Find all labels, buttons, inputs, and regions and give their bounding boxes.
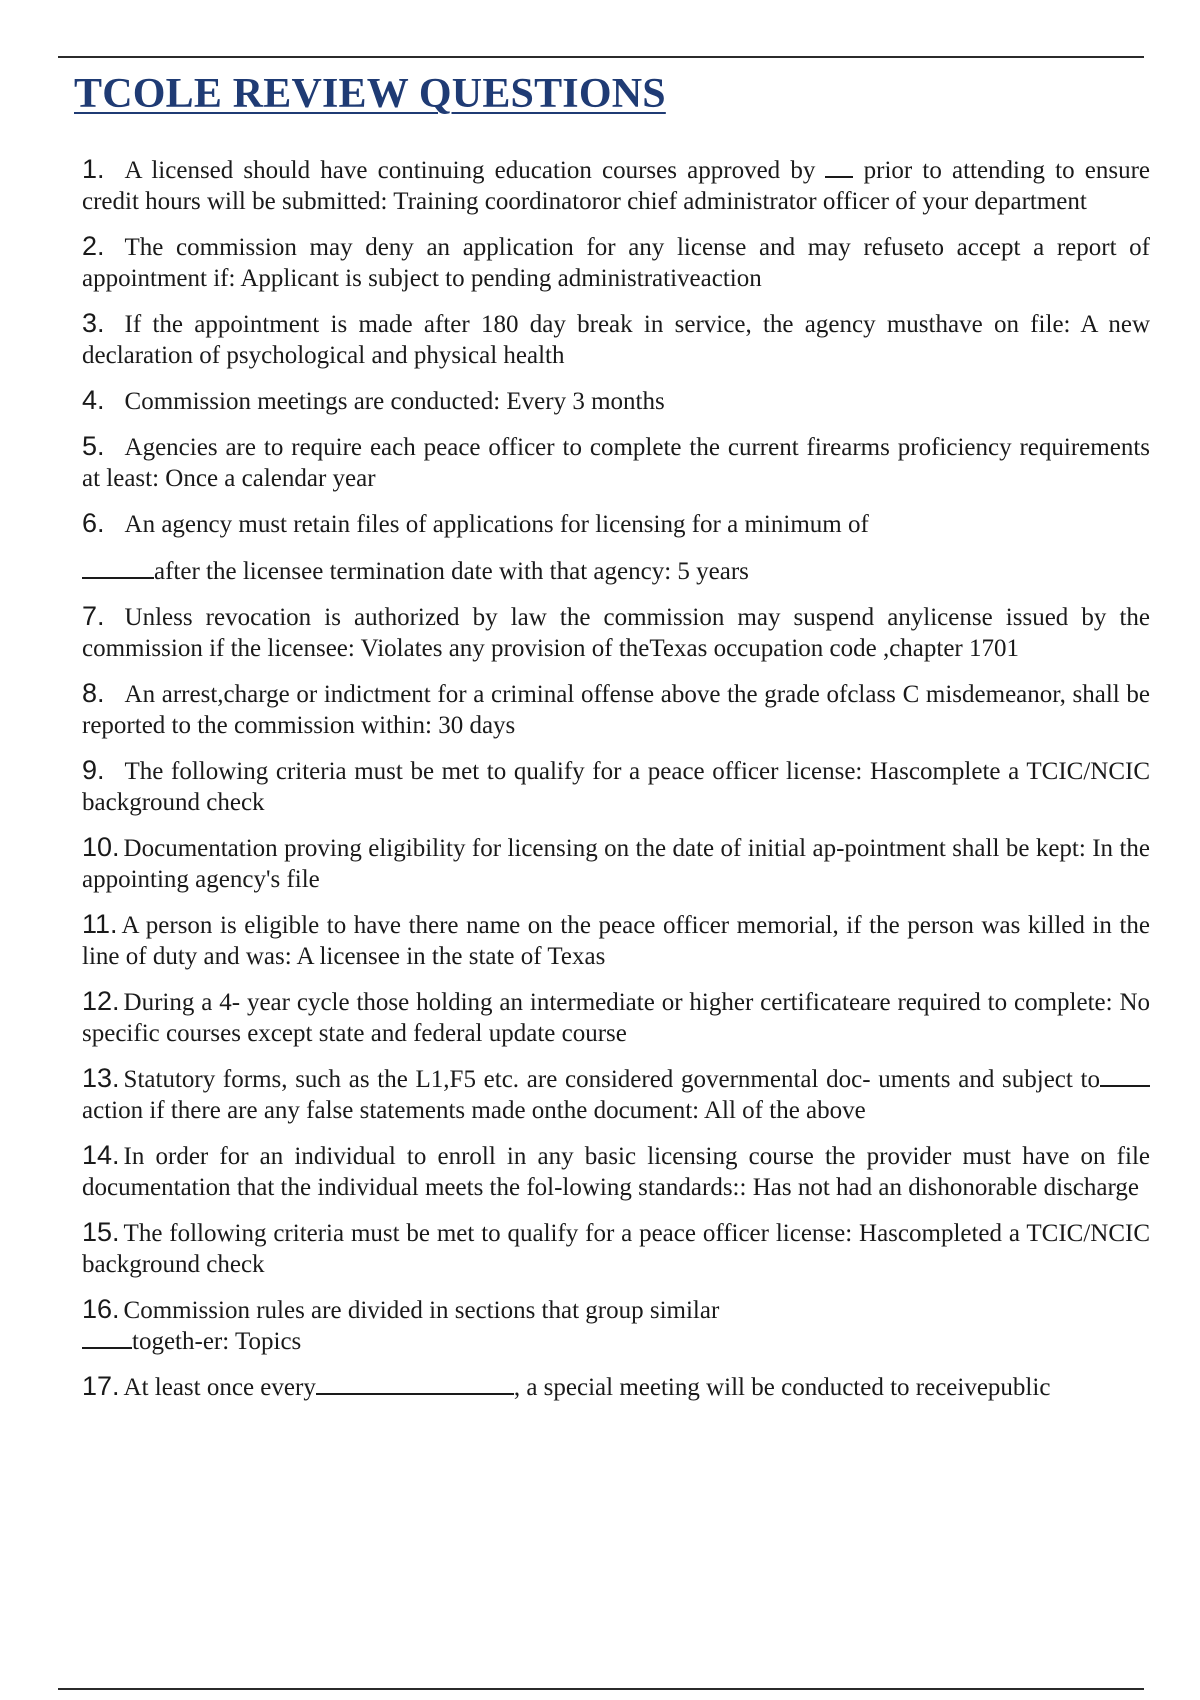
question-item	[82, 1371, 1150, 1403]
question-number: 15.	[82, 1217, 120, 1247]
question-item	[82, 986, 1150, 1049]
question-item	[82, 431, 1150, 494]
question-number: 2.	[82, 231, 105, 261]
question-item	[82, 231, 1150, 294]
question-number: 16.	[82, 1294, 120, 1324]
question-item	[82, 308, 1150, 371]
question-number: 10.	[82, 832, 120, 862]
question-text: Statutory forms, such as the L1,F5 etc. are considered governmental doc- uments and subject to	[123, 1066, 1100, 1093]
question-text: An arrest,charge or indictment for a criminal offense above the grade ofclass C misdemeanor, shall be reported to the commission within: 30 days	[82, 681, 1150, 739]
top-rule	[58, 56, 1144, 58]
question-number: 12.	[82, 986, 120, 1016]
question-text: togeth-er: Topics	[132, 1328, 302, 1355]
question-text: The following criteria must be met to qualify for a peace officer license: Hascomplete a TCIC/NCIC background check	[82, 758, 1150, 816]
question-text: In order for an individual to enroll in any basic licensing course the provider must have on file documentation that the individual meets the fol-lowing standards:: Has not had an dishonorable discharge	[82, 1143, 1150, 1201]
question-text: At least once every	[123, 1374, 316, 1401]
bottom-rule	[58, 1688, 1144, 1690]
question-item	[82, 154, 1150, 217]
answer-blank	[825, 158, 853, 178]
question-text: action if there are any false statements made onthe document: All of the above	[82, 1097, 866, 1124]
question-number: 1.	[82, 154, 105, 184]
question-item	[82, 832, 1150, 895]
question-text: Unless revocation is authorized by law the commission may suspend anylicense issued by the commission if the licensee: Violates any provision of theTexas occupation code ,chapter 1701	[82, 604, 1150, 662]
question-number: 3.	[82, 308, 105, 338]
question-item	[82, 678, 1150, 741]
answer-blank	[316, 1375, 514, 1395]
answer-blank	[82, 1329, 132, 1349]
answer-blank	[82, 559, 154, 579]
question-item	[82, 385, 1150, 417]
question-number: 9.	[82, 755, 105, 785]
question-item	[82, 1140, 1150, 1203]
question-text: A licensed should have continuing education courses approved by	[124, 157, 816, 184]
page-title: TCOLE REVIEW QUESTIONS	[74, 71, 666, 117]
question-number: 6.	[82, 508, 105, 538]
question-text: During a 4- year cycle those holding an intermediate or higher certificateare required to complete: No specific courses except state and federal update course	[82, 989, 1150, 1047]
question-text: , a special meeting will be conducted to receivepublic	[513, 1374, 1051, 1401]
question-text: If the appointment is made after 180 day break in service, the agency musthave on file: A new declaration of psychological and physical health	[82, 311, 1150, 369]
question-item	[82, 1063, 1150, 1126]
answer-blank	[1100, 1067, 1150, 1087]
question-item	[82, 1294, 1150, 1357]
question-number: 7.	[82, 601, 105, 631]
question-text: Agencies are to require each peace officer to complete the current firearms proficiency requirements at least: Once a calendar year	[82, 434, 1150, 492]
question-number: 8.	[82, 678, 105, 708]
question-item	[82, 508, 1150, 587]
question-text: Commission meetings are conducted: Every 3 months	[124, 388, 665, 415]
question-text: after the licensee termination date with that agency: 5 years	[154, 558, 749, 585]
question-item	[82, 909, 1150, 972]
question-number: 4.	[82, 385, 105, 415]
question-text: Documentation proving eligibility for licensing on the date of initial ap-pointment shall be kept: In the appointing agency's file	[82, 835, 1150, 893]
question-text: Commission rules are divided in sections that group similar	[123, 1297, 720, 1324]
question-text: The commission may deny an application for any license and may refuseto accept a report of appointment if: Applicant is subject to pending administrativeaction	[82, 234, 1150, 292]
question-item	[82, 755, 1150, 818]
question-text: prior to attending to ensure credit hours will be submitted: Training coordinatoror chief administrator officer of your department	[82, 157, 1151, 215]
question-number: 17.	[82, 1371, 120, 1401]
question-continuation	[82, 556, 1150, 587]
question-item	[82, 1217, 1150, 1280]
question-list	[82, 154, 1150, 1417]
question-number: 14.	[82, 1140, 120, 1170]
question-item	[82, 601, 1150, 664]
question-number: 13.	[82, 1063, 120, 1093]
question-text: An agency must retain files of applications for licensing for a minimum of	[124, 511, 869, 538]
question-text: A person is eligible to have there name on the peace officer memorial, if the person was killed in the line of duty and was: A licensee in the state of Texas	[82, 912, 1150, 970]
question-number: 11.	[82, 909, 118, 939]
question-number: 5.	[82, 431, 105, 461]
question-text: The following criteria must be met to qualify for a peace officer license: Hascompleted a TCIC/NCIC background check	[82, 1220, 1150, 1278]
